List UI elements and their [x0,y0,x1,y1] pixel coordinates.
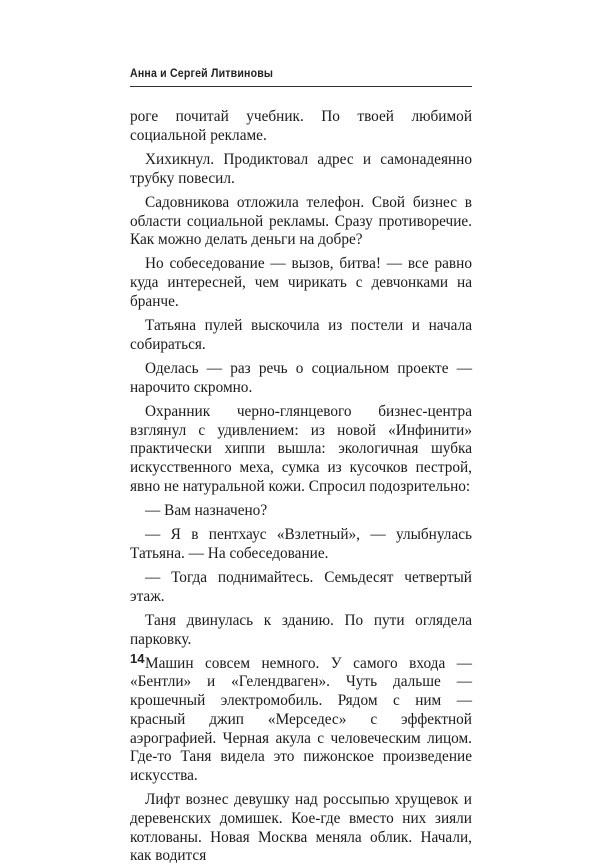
page-number: 14 [130,651,145,666]
paragraph: Хихикнул. Продиктовал адрес и самонадеянно трубку повесил. [130,150,472,187]
paragraph: Но собеседование — вызов, битва! — все равно куда интересней, чем чирикать с девчонками на бранче. [130,255,472,310]
dialogue-line: — Тогда поднимайтесь. Семьдесят четвертый этаж. [130,568,472,605]
paragraph: Таня двинулась к зданию. По пути оглядела парковку. [130,611,472,648]
dialogue-line: — Вам назначено? [145,501,268,519]
paragraph: Охранник черно-глянцевого бизнес-центра взглянул с удивлением: из новой «Инфинити» практически хиппи вышла: экологичная шубка искусственного меха, сумка из кусочков пестрой, явно не натуральной кожи. Спросил подозрительно: [130,402,472,495]
paragraph: Машин совсем немного. У самого входа — «Бентли» и «Гелендваген». Чуть дальше — крошечный электромобиль. Рядом с ним — красный джип «Мерседес» с эффектной аэрографией. Черная акула с человеческим лицом. Где-то Таня видела это пижонское произведение искусства. [130,654,472,784]
paragraph: Татьяна пулей выскочила из постели и начала собираться. [130,317,472,353]
paragraph: Лифт вознес девушку над россыпью хрущевок и деревенских домишек. Кое-где вместо них зияли котлованы. Новая Москва меняла облик. Начали, как водится [130,791,472,865]
dialogue-line: — Я в пентхаус «Взлетный», — улыбнулась Татьяна. — На собеседование. [130,526,472,562]
paragraph: роге почитай учебник. По твоей любимой социальной рекламе. [130,108,472,144]
header-rule [130,86,472,87]
paragraph: Оделась — раз речь о социальном проекте — нарочито скромно. [130,359,472,396]
text-body [130,108,472,866]
paragraph: Садовникова отложила телефон. Свой бизнес в области социальной рекламы. Сразу противоречие. Как можно делать деньги на добре? [130,193,472,249]
running-header: Анна и Сергей Литвиновы [130,68,274,80]
